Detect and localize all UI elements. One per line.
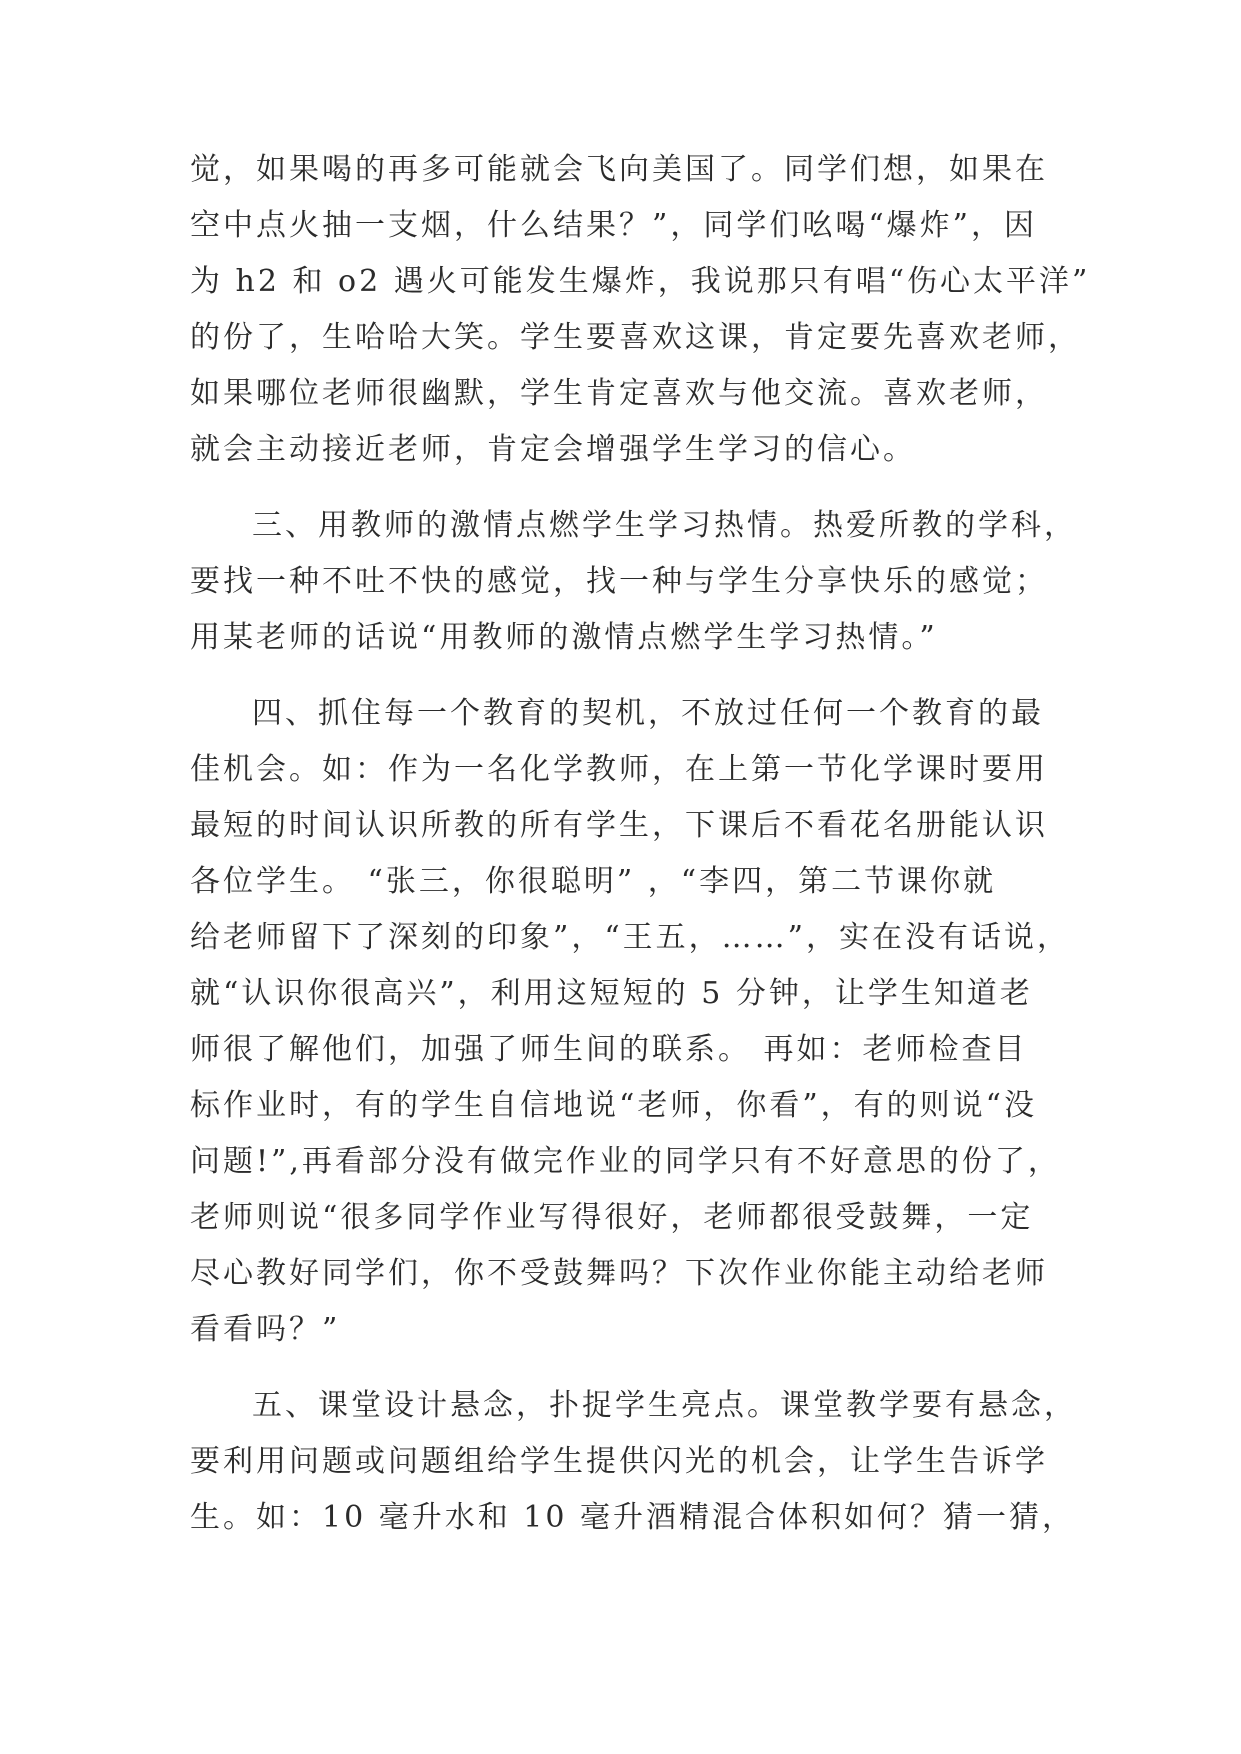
paragraph-four-heading: 四、抓住每一个教育的契机，不放过任何一个教育的最	[252, 696, 1044, 731]
text-line: 师很了解他们，加强了师生间的联系。 再如：老师检查目	[190, 1032, 1028, 1067]
text-line: 问题!”,再看部分没有做完作业的同学只有不好意思的份了，	[190, 1144, 1061, 1179]
text-line: 各位学生。 “张三，你很聪明” ，“李四，第二节课你就	[190, 864, 997, 899]
text-line: 用某老师的话说“用教师的激情点燃学生学习热情。”	[190, 620, 938, 655]
text-line: 空中点火抽一支烟，什么结果？”，同学们吆喝“爆炸”，因	[190, 208, 1038, 243]
text-line: 佳机会。如：作为一名化学教师，在上第一节化学课时要用	[190, 752, 1048, 787]
text-line: 老师则说“很多同学作业写得很好，老师都很受鼓舞，一定	[190, 1200, 1034, 1235]
text-line: 为 h2 和 o2 遇火可能发生爆炸，我说那只有唱“伤心太平洋”	[190, 264, 1091, 299]
text-line: 的份了，生哈哈大笑。学生要喜欢这课，肯定要先喜欢老师，	[190, 320, 1081, 355]
text-line: 看看吗？”	[190, 1312, 341, 1347]
text-line: 要找一种不吐不快的感觉，找一种与学生分享快乐的感觉；	[190, 564, 1048, 599]
text-line: 生。如：10 毫升水和 10 毫升酒精混合体积如何？猜一猜，	[190, 1500, 1075, 1535]
text-line: 觉，如果喝的再多可能就会飞向美国了。同学们想，如果在	[190, 152, 1048, 187]
text-line: 尽心教好同学们，你不受鼓舞吗？下次作业你能主动给老师	[190, 1256, 1048, 1291]
text-line: 如果哪位老师很幽默，学生肯定喜欢与他交流。喜欢老师，	[190, 376, 1048, 411]
text-line: 给老师留下了深刻的印象”，“王五，……”，实在没有话说，	[190, 920, 1071, 955]
text-line: 就会主动接近老师，肯定会增强学生学习的信心。	[190, 432, 916, 467]
text-line: 就“认识你很高兴”，利用这短短的 5 分钟，让学生知道老	[190, 976, 1033, 1011]
text-line: 最短的时间认识所教的所有学生，下课后不看花名册能认识	[190, 808, 1048, 843]
text-line: 要利用问题或问题组给学生提供闪光的机会，让学生告诉学	[190, 1444, 1048, 1479]
paragraph-five-heading: 五、课堂设计悬念，扑捉学生亮点。课堂教学要有悬念，	[252, 1388, 1077, 1423]
text-line: 标作业时，有的学生自信地说“老师，你看”，有的则说“没	[190, 1088, 1038, 1123]
paragraph-three-heading: 三、用教师的激情点燃学生学习热情。热爱所教的学科，	[252, 508, 1077, 543]
